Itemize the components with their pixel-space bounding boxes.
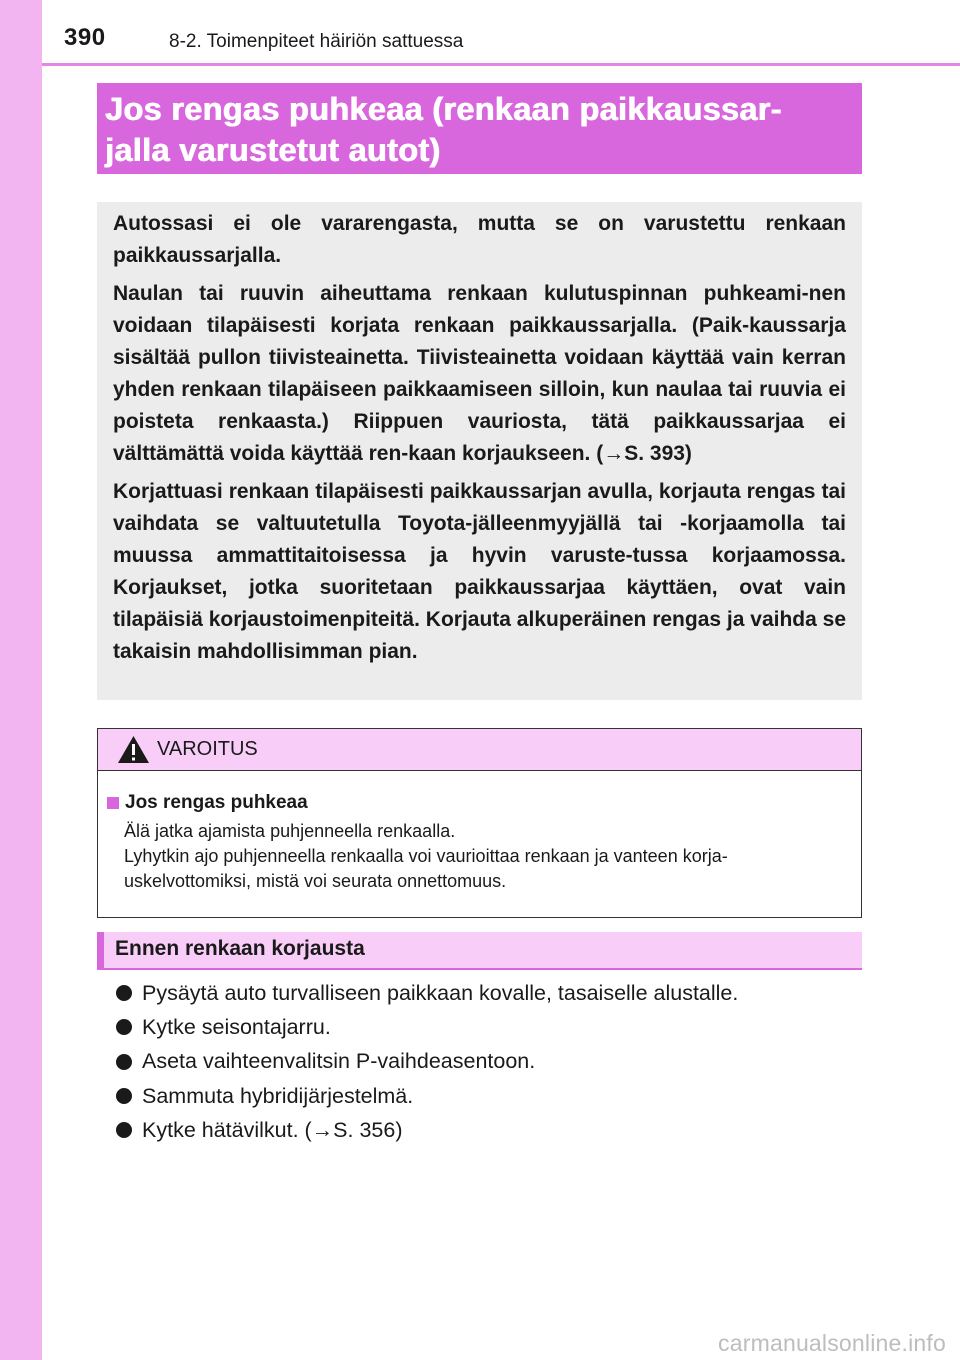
header-divider [42, 63, 960, 66]
intro-paragraph-3: Korjattuasi renkaan tilapäisesti paikkaussarjan avulla, korjauta rengas tai vaihdata se valtuutetulla Toyota-jälleenmyyjällä tai -korjaamolla tai muussa ammattitaitoisessa ja hyvin varuste-tussa korjaamossa. Korjaukset, jotka suoritetaan paikkaussarjaa käyttäen, ovat vain tilapäisiä korjaustoimenpiteitä. Korjauta alkuperäinen rengas ja vaihda se takaisin mahdollisimman pian. [113, 480, 846, 663]
page-title-line-2: jalla varustetut autot) [105, 132, 441, 168]
watermark: carmanualsonline.info [718, 1330, 946, 1356]
list-item [116, 976, 738, 1010]
list-item-text: Kytke seisontajarru. [142, 1015, 331, 1040]
list-item-text: Pysäytä auto turvalliseen paikkaan kovalle, tasaiselle alustalle. [142, 981, 739, 1005]
warning-line-1: Älä jatka ajamista puhjenneella renkaalla. [124, 821, 456, 841]
bullet-icon [116, 1122, 132, 1138]
warning-header [98, 729, 861, 771]
section-heading-label: Ennen renkaan korjausta [115, 937, 365, 960]
section-label: 8-2. Toimenpiteet häiriön sattuessa [169, 31, 464, 52]
list-item-text: Kytke hätävilkut. (→S. 356) [142, 1117, 403, 1142]
section-heading [97, 932, 862, 970]
bullet-icon [116, 1019, 132, 1035]
warning-subtitle-text: Jos rengas puhkeaa [125, 792, 308, 813]
list-item-text: Aseta vaihteenvalitsin P-vaihdeasentoon. [142, 1049, 536, 1074]
warning-box [97, 728, 862, 918]
warning-subtitle [106, 791, 843, 815]
bullet-icon [116, 1088, 132, 1104]
warning-triangle-icon [117, 735, 150, 764]
side-color-strip [0, 0, 42, 1360]
list-item [116, 1079, 738, 1113]
page-reference: S. 393) [624, 442, 692, 465]
bullet-icon [116, 985, 132, 1001]
warning-body [98, 771, 861, 894]
intro-paragraph-1: Autossasi ei ole vararengasta, mutta se on varustettu renkaan paikkaussarjalla. [113, 212, 846, 267]
arrow-right-icon: → [603, 442, 625, 465]
list-item [116, 1113, 738, 1147]
section-heading-bar [97, 932, 104, 970]
warning-line-2: Lyhytkin ajo puhjenneella renkaalla voi vaurioittaa renkaan ja vanteen korja-uskelvottomiksi, mistä voi seurata onnettomuus. [124, 846, 728, 891]
intro-paragraph-2 [113, 278, 846, 470]
page-number: 390 [64, 24, 106, 51]
intro-paragraph-2-text: Naulan tai ruuvin aiheuttama renkaan kulutuspinnan puhkeami-nen voidaan tilapäisesti korjata renkaan paikkaussarjalla. (Paik-kaussarja sisältää pullon tiivisteainetta. Tiivisteainetta voidaan käyttää vain kerran yhden renkaan tilapäiseen paikkaamiseen silloin, kun naulaa tai ruuvia ei poisteta renkaasta.) Riippuen vauriosta, tätä paikkaussarjaa ei välttämättä voida käyttää ren-kaan korjaukseen. ( [113, 282, 846, 465]
square-bullet-icon [107, 797, 119, 809]
list-item [116, 1044, 738, 1078]
intro-box [97, 202, 862, 700]
page-title-box [97, 83, 862, 174]
bullet-icon [116, 1054, 132, 1070]
warning-text [124, 819, 843, 894]
page-title [105, 89, 854, 171]
steps-list [116, 976, 738, 1147]
list-item-text: Sammuta hybridijärjestelmä. [142, 1083, 414, 1108]
page-title-line-1: Jos rengas puhkeaa (renkaan paikkaussar- [105, 91, 782, 127]
warning-title: VAROITUS [157, 738, 258, 760]
list-item [116, 1010, 738, 1044]
page-header [42, 0, 960, 66]
